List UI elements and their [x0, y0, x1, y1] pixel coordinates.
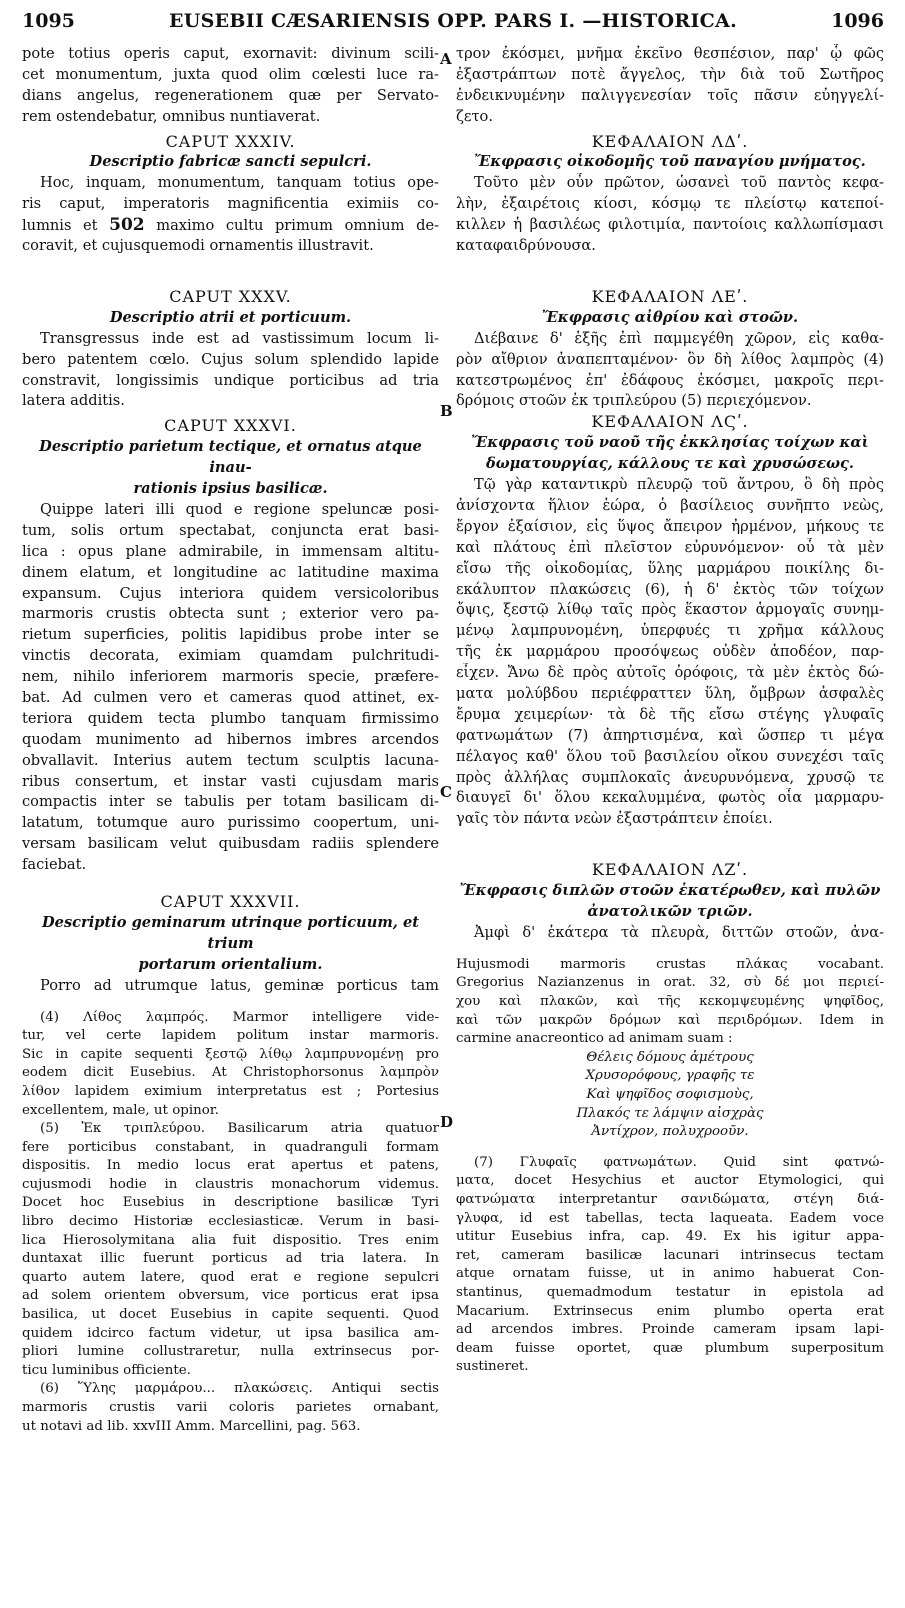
- right-page-number: 1096: [831, 10, 884, 32]
- text-line: τῆς ἐκ μαρμάρου προσόψεως οὐδὲν ἀποδέον, παρ-: [456, 643, 884, 661]
- chapter-title: CAPUT XXXVI.: [164, 416, 297, 436]
- note-line: Sic in capite sequenti ξεστῷ λίθῳ λαμπρυνομένῃ pro: [22, 1046, 439, 1062]
- chapter-title: CAPUT XXXIV.: [165, 131, 296, 151]
- latin-intro: [22, 44, 439, 128]
- greek-column: [456, 44, 884, 1377]
- text-line: pote totius operis caput, exornavit: divinum scili-: [22, 45, 439, 62]
- note-line: λίθον lapidem eximium interpretatus est ; Portesius: [22, 1083, 439, 1099]
- note-line: Gregorius Nazianzenus in orat. 32, σὺ δέ μοι περιεί-: [456, 975, 884, 991]
- text-line: Ἀμφὶ δ' ἑκάτερα τὰ πλευρὰ, διττῶν στοῶν, ἀνα-: [474, 923, 884, 941]
- text-line: Διέβαινε δ' ἑξῆς ἐπὶ παμμεγέθη χῶρον, εἰς καθα-: [474, 329, 884, 347]
- note-line: atque ornatam fuisse, ut in animo habuerat Con-: [456, 1266, 884, 1282]
- greek-intro: [456, 44, 884, 128]
- text-line: ribus consertum, et instar vasti cujusdam maris: [22, 772, 439, 790]
- note-line: eodem dicit Eusebius. At Christophorsonus λαμπρὸν: [22, 1065, 439, 1081]
- text-line: Transgressus inde est ad vastissimum locum li-: [40, 329, 439, 347]
- note-line: marmoris crustis varii coloris parietes ornabant,: [22, 1400, 439, 1416]
- chapter-subtitle: rationis ipsius basilicæ.: [133, 480, 328, 498]
- note-line: quidem idcirco factum videtur, ut ipsa basilica am-: [22, 1325, 439, 1341]
- chapter-title: ΚΕΦΑΛΑΙΟΝ ΛΕʹ.: [591, 286, 749, 306]
- verse-line: Θέλεις δόμους ἀμέτρους: [586, 1049, 754, 1065]
- text-line-with-page-number: [22, 215, 439, 236]
- text-line: εκάλυπτον πλακώσεις (6), ἡ δ' ἐκτὸς τῶν τοίχων: [456, 580, 884, 598]
- note-line: quarto autem latere, quod erat e regione sepulcri: [22, 1269, 439, 1285]
- note-line: φατνώματα interpretantur σανιδώματα, στέγη διά-: [456, 1191, 884, 1207]
- text-line: διαυγεῖ δι' ὅλου κεκαλυμμένα, φωτὸς οἷα μαρμαρυ-: [456, 789, 884, 807]
- text-line: πρὸς ἀλλήλας συμπλοκαῖς ἀνευρυνόμενα, χρυσῷ τε: [456, 768, 884, 786]
- edition-page-number: 502: [109, 215, 145, 236]
- text-line: ἐξαστράπτων ποτὲ ἄγγελος, τὴν διὰ τοῦ Σωτῆρος: [456, 65, 884, 83]
- chapter-title: ΚΕΦΑΛΑΙΟΝ ΛΖʹ.: [591, 860, 749, 880]
- chapter-subtitle: Descriptio parietum tectique, et ornatus atque inau-: [39, 438, 422, 477]
- chapter-subtitle: Ἔκφρασις διπλῶν στοῶν ἑκατέρωθεν, καὶ πυλῶν: [459, 882, 881, 900]
- text-line: coravit, et cujusquemodi ornamentis illustravit.: [22, 237, 374, 255]
- text-line: εἴσω τῆς οἰκοδομίας, ὕλης μαρμάρου ποικίλης δι-: [456, 559, 884, 577]
- text-line: rietum superficies, politis lapidibus probe inter se: [22, 626, 439, 644]
- note-line: stantinus, quemadmodum testatur in epistola ad: [456, 1284, 884, 1300]
- left-page-number: 1095: [22, 10, 75, 32]
- text-line: obvallavit. Interius autem tectum sculptis lacuna-: [22, 751, 439, 769]
- text-line: δρόμοις στοῶν ἐκ τριπλεύρου (5) περιεχόμενον.: [456, 392, 812, 410]
- text-line: κατεστρωμένος ἐπ' ἐδάφους ἐκόσμει, μακροῖς περι-: [456, 371, 884, 389]
- note-line: Hujusmodi marmoris crustas πλάκας vocabant.: [456, 956, 884, 972]
- note-line: deam fuisse oportet, quæ plumbum superpositum: [456, 1340, 884, 1356]
- text-span: maximo cultu primum omnium de-: [156, 217, 439, 235]
- text-span: lumnis et: [22, 217, 98, 235]
- margin-letter-a: A: [440, 50, 452, 68]
- text-line: dians angelus, regenerationem quæ per Servato-: [22, 86, 439, 104]
- text-line: Hoc, inquam, monumentum, tanquam totius ope-: [40, 174, 439, 192]
- text-line: καὶ πλάτους ἐπὶ πλεῖστον εὐρυνόμενον· οὗ τὰ μὲν: [456, 538, 884, 556]
- chapter-subtitle: ἀνατολικῶν τριῶν.: [587, 903, 753, 921]
- text-line: ἔργον ἐξαίσιον, εἰς ὕψος ἄπειρον ἠρμένον, μήκους τε: [456, 517, 884, 535]
- text-line: τρον ἐκόσμει, μνῆμα ἐκεῖνο θεσπέσιον, παρ' ᾧ φῶς: [456, 45, 884, 62]
- text-line: lica : opus plane admirabile, in immensam altitu-: [22, 542, 439, 560]
- note-line: (6) Ὕλης μαρμάρου... πλακώσεις. Antiqui sectis: [40, 1381, 439, 1397]
- note-line: tur, vel certe lapidem politum instar marmoris.: [22, 1028, 439, 1044]
- note-line: (7) Γλυφαῖς φατνωμάτων. Quid sint φατνώ-: [474, 1154, 884, 1170]
- text-line: ἔρυμα χειμερίων· τὰ δὲ τῆς εἴσω στέγης γλυφαῖς: [456, 705, 884, 723]
- text-line: faciebat.: [22, 856, 87, 874]
- chapter-subtitle: Descriptio geminarum utrinque porticuum, et trium: [42, 913, 419, 952]
- text-line: γαῖς τὸν πάντα νεὼν ἐξαστράπτειν ἐποίει.: [456, 810, 773, 828]
- text-line: Τοῦτο μὲν οὖν πρῶτον, ὡσανεὶ τοῦ παντὸς κεφα-: [474, 174, 884, 192]
- note-line: γλυφα, id est tabellas, tecta laqueata. Eadem voce: [456, 1210, 884, 1226]
- text-line: καταφαιδρύνουσα.: [456, 237, 596, 255]
- note-line: fere porticibus constabant, in quadranguli formam: [22, 1139, 439, 1155]
- margin-letter-b: B: [440, 402, 453, 420]
- text-line: πέλαγος καθ' ὅλου τοῦ βασιλείου οἴκου συνεχέσι ταῖς: [456, 747, 884, 765]
- chapter-subtitle: Ἔκφρασις αἰθρίου καὶ στοῶν.: [541, 308, 799, 326]
- text-line: marmoris crustis obtecta sunt ; exterior vero pa-: [22, 605, 439, 623]
- note-line: καὶ τῶν μακρῶν δρόμων καὶ περιδρόμων. Idem in: [456, 1012, 884, 1028]
- running-title: EUSEBII CÆSARIENSIS OPP. PARS I. —HISTORICA.: [168, 10, 738, 32]
- text-line: ris caput, imperatoris magnificentia eximiis co-: [22, 195, 439, 213]
- text-line: latera additis.: [22, 392, 125, 410]
- note-line: ut notavi ad lib. xxvIII Amm. Marcellini, pag. 563.: [22, 1418, 361, 1434]
- chapter-subtitle: Ἔκφρασις τοῦ ναοῦ τῆς ἐκκλησίας τοίχων καὶ: [471, 434, 869, 452]
- note-line: duntaxat illic fuerunt porticus ad tria latera. In: [22, 1251, 439, 1267]
- text-line: Porro ad utrumque latus, geminæ porticus tam: [40, 976, 439, 994]
- text-line: bero patentem cœlo. Cujus solum splendido lapide: [22, 350, 439, 368]
- text-line: compactis inter se tabulis per totam basilicam di-: [22, 793, 439, 811]
- chapter-title: CAPUT XXXVII.: [160, 892, 301, 912]
- note-line: carmine anacreontico ad animam suam :: [456, 1031, 733, 1047]
- note-line: ticu luminibus officiente.: [22, 1362, 191, 1378]
- text-line: ρὸν αἴθριον ἀναπεπταμένον· ὃν δὴ λίθος λαμπρὸς (4): [456, 350, 884, 368]
- note-line: ret, cameram basilicæ lacunari intrinsecus tectam: [456, 1247, 884, 1263]
- text-line: φατνωμάτων (7) ἀπηρτισμένα, καὶ ὥσπερ τι μέγα: [456, 726, 884, 744]
- text-line: constravit, longissimis undique porticibus ad tria: [22, 371, 439, 389]
- note-line: Docet hoc Eusebius in descriptione basilicæ Tyri: [22, 1195, 439, 1211]
- verse-line: Ἀντίχρον, πολυχροοῦν.: [591, 1124, 749, 1140]
- note-line: sustineret.: [456, 1359, 529, 1375]
- note-line: Macarium. Extrinsecus enim plumbo operta erat: [456, 1303, 884, 1319]
- verse-line: Πλακός τε λάμψιν αἰσχρὰς: [576, 1105, 764, 1121]
- chapter-title: CAPUT XXXV.: [169, 286, 292, 306]
- text-line: dinem elatum, et longitudine ac latitudine maxima: [22, 563, 439, 581]
- note-line: utitur Eusebius infra, cap. 49. Ex his igitur appa-: [456, 1229, 884, 1245]
- text-line: Τῷ γὰρ καταντικρὺ πλευρῷ τοῦ ἄντρου, ὃ δὴ πρὸς: [474, 476, 884, 494]
- chapter-subtitle: portarum orientalium.: [138, 955, 323, 973]
- text-line: μένῳ λαμπρυνομένη, ὑπερφυές τι χρῆμα κάλλους: [456, 622, 884, 640]
- text-line: quodam munimento ad hibernos imbres arcendos: [22, 730, 439, 748]
- text-line: teriora quidem tecta plumbo tanquam firmissimo: [22, 709, 439, 727]
- text-line: ἐνδεικνυμένην παλιγγενεσίαν τοῖς πᾶσιν εὐηγγελί-: [456, 86, 884, 104]
- text-line: κιλλεν ἡ βασιλέως φιλοτιμία, παντοίοις καλλωπίσμασι: [456, 216, 884, 234]
- text-line: λὴν, ἐξαιρέτοις κίοσι, κόσμῳ τε πλείστῳ κατεποί-: [456, 195, 884, 213]
- note-line: pliori lumine collustraretur, nulla extrinsecus por-: [22, 1344, 439, 1360]
- note-line: basilica, ut docet Eusebius in capite sequenti. Quod: [22, 1307, 439, 1323]
- text-line: latatum, totumque auro purissimo coopertum, uni-: [22, 814, 439, 832]
- verse-line: Χρυσορόφους, γραφῆς τε: [585, 1068, 755, 1084]
- text-line: ματα μολύβδου περιέφραττεν ὕλη, ὄμβρων ἀσφαλὲς: [456, 684, 884, 702]
- note-line: dispositis. In medio locus erat apertus et patens,: [22, 1158, 439, 1174]
- chapter-subtitle: Ἔκφρασις οἰκοδομῆς τοῦ παναγίου μνήματος.: [474, 153, 866, 171]
- text-line: ἀνίσχοντα ἥλιον ἑώρα, ὁ βασίλειος συνῆπτο νεὼς,: [456, 496, 884, 514]
- text-line: expansum. Cujus interiora quidem versicoloribus: [22, 584, 439, 602]
- latin-column: [22, 44, 439, 1436]
- note-line: ad solem orientem obversum, vice porticus erat ipsa: [22, 1288, 439, 1304]
- text-line: nem, nihilo inferiorem marmoris specie, præfere-: [22, 668, 439, 686]
- footnotes: [22, 1009, 439, 1437]
- note-line: (5) Ἐκ τριπλεύρου. Basilicarum atria quatuor: [40, 1121, 439, 1137]
- margin-letter-c: C: [440, 783, 452, 801]
- chapter-subtitle: Descriptio fabricæ sancti sepulcri.: [89, 153, 372, 171]
- note-line: (4) Λίθος λαμπρός. Marmor intelligere vide-: [40, 1009, 439, 1025]
- text-line: ζετο.: [456, 107, 493, 125]
- text-line: vinctis decorata, eximiam quamdam pulchritudi-: [22, 647, 439, 665]
- footnotes: [456, 956, 884, 1377]
- page-header: [22, 10, 884, 36]
- note-line: cujusmodi hodie in claustris monachorum videmus.: [22, 1176, 439, 1192]
- note-line: libro decimo Historiæ ecclesiasticæ. Verum in basi-: [22, 1214, 439, 1230]
- note-line: lica Hierosolymitana alia fuit dispositio. Tres enim: [22, 1232, 439, 1248]
- text-line: versam basilicam velut quibusdam radiis splendere: [22, 835, 439, 853]
- note-line: ματα, docet Hesychius et auctor Etymologici, qui: [456, 1173, 884, 1189]
- verse-line: Καὶ ψηφῖδος σοφισμοὺς,: [586, 1087, 754, 1102]
- margin-letter-d: D: [440, 1113, 454, 1131]
- chapter-title: ΚΕΦΑΛΑΙΟΝ ΛΔʹ.: [591, 131, 749, 151]
- text-line: cet monumentum, juxta quod olim cœlesti luce ra-: [22, 65, 439, 83]
- chapter-subtitle: Descriptio atrii et porticuum.: [109, 308, 352, 326]
- note-line: excellentem, male, ut opinor.: [22, 1102, 219, 1118]
- chapter-subtitle: δωματουργίας, κάλλους τε καὶ χρυσώσεως.: [485, 455, 855, 473]
- text-line: bat. Ad culmen vero et cameras quod attinet, ex-: [22, 689, 439, 706]
- text-line: εἶχεν. Ἄνω δὲ πρὸς αὐτοῖς ὀρόφοις, τὰ μὲν ἐκτὸς δώ-: [456, 664, 884, 682]
- text-line: ὄψις, ξεστῷ λίθῳ ταῖς πρὸς ἕκαστον ἁρμογαῖς συνημ-: [456, 601, 884, 619]
- text-line: tum, solis ortum spectabat, conjuncta erat basi-: [22, 521, 439, 539]
- note-line: ad arcendos imbres. Proinde cameram ipsam lapi-: [456, 1322, 884, 1338]
- text-line: Quippe lateri illi quod e regione speluncæ posi-: [40, 500, 439, 518]
- text-line: rem ostendebatur, omnibus nuntiaverat.: [22, 107, 321, 125]
- chapter-title: ΚΕΦΑΛΑΙΟΝ ΛϚʹ.: [591, 412, 749, 432]
- note-line: χου καὶ πλακῶν, καὶ τῆς κεκομψευμένης ψηφῖδος,: [456, 994, 884, 1010]
